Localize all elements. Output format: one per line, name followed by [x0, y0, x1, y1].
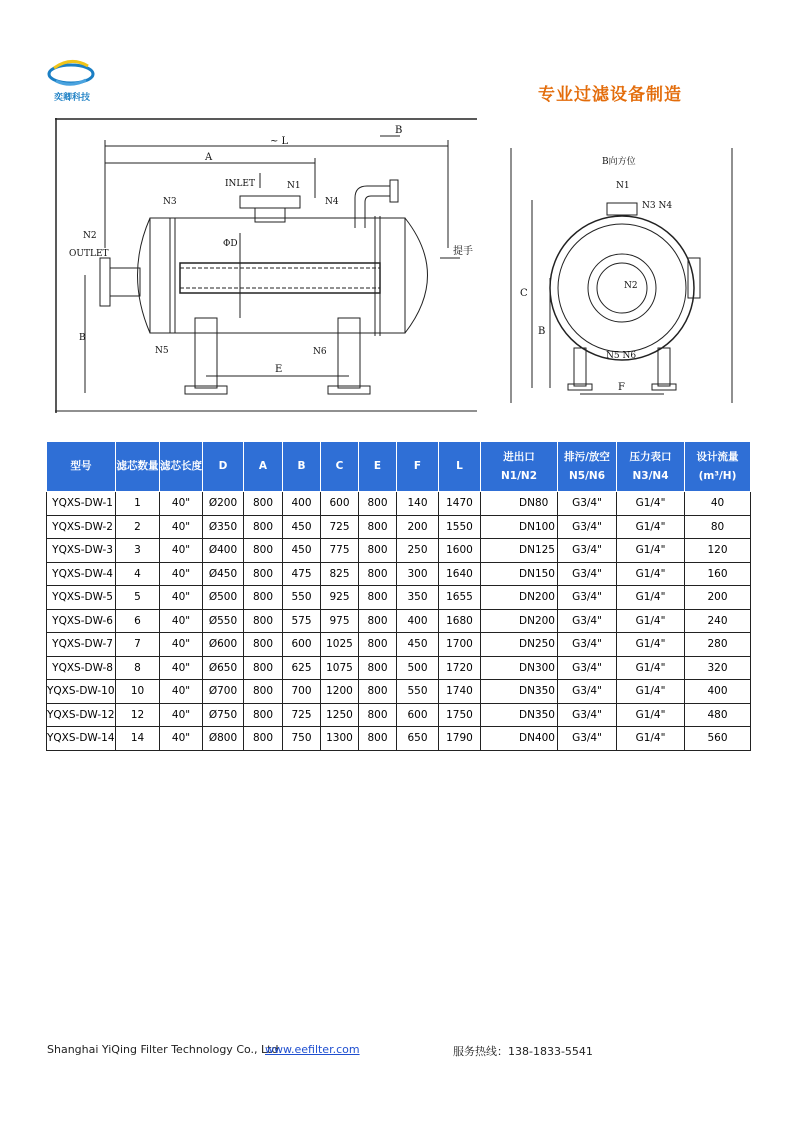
table-cell: G1/4" [617, 703, 685, 727]
header-gauge-port: 压力表口 N3/N4 [617, 442, 685, 492]
table-cell: 10 [116, 680, 160, 704]
header-L: L [439, 442, 481, 492]
table-cell: G1/4" [617, 680, 685, 704]
table-cell: YQXS-DW-10 [47, 680, 116, 704]
table-cell: 40" [160, 492, 203, 516]
table-cell: 775 [321, 539, 359, 563]
table-row [47, 492, 751, 516]
table-cell: 3 [116, 539, 160, 563]
label-inlet: INLET [225, 179, 255, 189]
table-cell: 2 [116, 515, 160, 539]
table-cell: G3/4" [558, 727, 617, 751]
table-cell: 550 [283, 586, 321, 610]
table-cell: 800 [244, 515, 283, 539]
header-cartridge-count: 滤芯数量 [116, 442, 160, 492]
table-cell: 7 [116, 633, 160, 657]
table-cell: Ø800 [203, 727, 244, 751]
table-row [47, 727, 751, 751]
table-cell: 450 [397, 633, 439, 657]
header-D: D [203, 442, 244, 492]
table-cell: 800 [244, 703, 283, 727]
table-cell: DN250 [481, 633, 558, 657]
logo-text: 奕卿科技 [53, 93, 90, 103]
label-outlet: OUTLET [69, 249, 109, 259]
table-cell: G3/4" [558, 656, 617, 680]
table-cell: DN200 [481, 586, 558, 610]
table-cell: 925 [321, 586, 359, 610]
table-row [47, 586, 751, 610]
header-inlet-outlet: 进出口 N1/N2 [481, 442, 558, 492]
table-cell: YQXS-DW-8 [47, 656, 116, 680]
label-C: C [520, 288, 528, 299]
table-cell: 1250 [321, 703, 359, 727]
table-cell: 800 [359, 515, 397, 539]
table-cell: 800 [244, 656, 283, 680]
header-model: 型号 [47, 442, 116, 492]
table-cell: G3/4" [558, 492, 617, 516]
table-cell: 40" [160, 656, 203, 680]
label-N1: N1 [616, 181, 630, 191]
table-cell: DN200 [481, 609, 558, 633]
table-cell: Ø750 [203, 703, 244, 727]
table-cell: 800 [244, 492, 283, 516]
table-cell: 12 [116, 703, 160, 727]
table-cell: G1/4" [617, 727, 685, 751]
table-row [47, 609, 751, 633]
front-view-drawing [55, 118, 477, 413]
table-row [47, 703, 751, 727]
footer-company: Shanghai YiQing Filter Technology Co., Ltd. [47, 1043, 282, 1056]
table-row [47, 680, 751, 704]
table-cell: 800 [244, 562, 283, 586]
table-cell: 800 [244, 680, 283, 704]
label-N1: N1 [287, 181, 301, 191]
table-cell: 800 [359, 633, 397, 657]
table-cell: 80 [685, 515, 751, 539]
table-cell: 40 [685, 492, 751, 516]
table-row [47, 656, 751, 680]
table-cell: 700 [283, 680, 321, 704]
table-cell: 1640 [439, 562, 481, 586]
table-cell: 4 [116, 562, 160, 586]
table-cell: YQXS-DW-2 [47, 515, 116, 539]
table-cell: 800 [244, 586, 283, 610]
label-A: A [205, 152, 213, 163]
header-drain-vent: 排污/放空 N5/N6 [558, 442, 617, 492]
table-cell: G3/4" [558, 586, 617, 610]
table-cell: 800 [359, 609, 397, 633]
table-cell: G3/4" [558, 703, 617, 727]
header-cartridge-length: 滤芯长度 [160, 442, 203, 492]
table-cell: 800 [359, 727, 397, 751]
table-cell: Ø350 [203, 515, 244, 539]
page-tagline: 专业过滤设备制造 [538, 85, 682, 105]
header-E: E [359, 442, 397, 492]
table-cell: G1/4" [617, 656, 685, 680]
table-cell: YQXS-DW-14 [47, 727, 116, 751]
table-cell: 500 [397, 656, 439, 680]
table-cell: 6 [116, 609, 160, 633]
table-cell: YQXS-DW-4 [47, 562, 116, 586]
table-cell: Ø500 [203, 586, 244, 610]
table-cell: 40" [160, 515, 203, 539]
table-cell: YQXS-DW-3 [47, 539, 116, 563]
footer-website-link[interactable]: www.eefilter.com [265, 1043, 360, 1056]
table-cell: 120 [685, 539, 751, 563]
table-cell: 14 [116, 727, 160, 751]
table-cell: 550 [397, 680, 439, 704]
table-cell: 400 [397, 609, 439, 633]
table-cell: 400 [685, 680, 751, 704]
table-cell: 400 [283, 492, 321, 516]
table-cell: 1200 [321, 680, 359, 704]
table-cell: 280 [685, 633, 751, 657]
table-cell: 800 [244, 539, 283, 563]
label-phiD: ΦD [223, 239, 238, 249]
table-cell: 240 [685, 609, 751, 633]
table-cell: 600 [321, 492, 359, 516]
table-cell: YQXS-DW-1 [47, 492, 116, 516]
table-row [47, 562, 751, 586]
table-cell: 975 [321, 609, 359, 633]
table-row [47, 633, 751, 657]
table-cell: 300 [397, 562, 439, 586]
table-cell: Ø200 [203, 492, 244, 516]
table-cell: 800 [359, 656, 397, 680]
label-E: E [275, 364, 283, 375]
label-N6: N6 [313, 347, 327, 357]
table-cell: G3/4" [558, 633, 617, 657]
table-cell: 800 [359, 703, 397, 727]
table-cell: 40" [160, 727, 203, 751]
table-cell: Ø700 [203, 680, 244, 704]
table-cell: G1/4" [617, 515, 685, 539]
table-cell: 250 [397, 539, 439, 563]
table-cell: G3/4" [558, 609, 617, 633]
table-cell: 800 [244, 633, 283, 657]
table-cell: G3/4" [558, 562, 617, 586]
table-cell: DN100 [481, 515, 558, 539]
table-cell: G1/4" [617, 586, 685, 610]
table-cell: 40" [160, 562, 203, 586]
table-cell: 200 [685, 586, 751, 610]
table-cell: 1600 [439, 539, 481, 563]
label-B-dim: B [79, 333, 86, 343]
table-cell: 8 [116, 656, 160, 680]
table-cell: 40" [160, 633, 203, 657]
table-cell: 1550 [439, 515, 481, 539]
table-cell: 1720 [439, 656, 481, 680]
table-cell: 200 [397, 515, 439, 539]
header-design-flow: 设计流量 (m³/H) [685, 442, 751, 492]
table-cell: 40" [160, 586, 203, 610]
table-cell: 600 [283, 633, 321, 657]
label-N4: N4 [325, 197, 339, 207]
label-N5: N5 [155, 346, 169, 356]
table-cell: 350 [397, 586, 439, 610]
table-cell: 750 [283, 727, 321, 751]
table-cell: 800 [359, 680, 397, 704]
table-cell: 1075 [321, 656, 359, 680]
table-cell: YQXS-DW-5 [47, 586, 116, 610]
table-cell: 600 [397, 703, 439, 727]
table-cell: DN150 [481, 562, 558, 586]
label-N5N6: N5 N6 [606, 351, 637, 361]
table-cell: 650 [397, 727, 439, 751]
end-view-drawing [510, 148, 735, 403]
table-cell: YQXS-DW-7 [47, 633, 116, 657]
header-B: B [283, 442, 321, 492]
table-cell: 800 [244, 609, 283, 633]
label-B: B [538, 326, 546, 337]
table-cell: 1750 [439, 703, 481, 727]
table-cell: DN80 [481, 492, 558, 516]
table-cell: 450 [283, 515, 321, 539]
table-cell: 800 [359, 492, 397, 516]
label-N2: N2 [624, 281, 638, 291]
table-cell: 1790 [439, 727, 481, 751]
table-cell: 1700 [439, 633, 481, 657]
table-body [47, 492, 751, 751]
table-cell: 800 [359, 539, 397, 563]
table-cell: Ø550 [203, 609, 244, 633]
table-row [47, 515, 751, 539]
table-cell: 560 [685, 727, 751, 751]
table-cell: G3/4" [558, 539, 617, 563]
table-cell: YQXS-DW-6 [47, 609, 116, 633]
table-cell: 450 [283, 539, 321, 563]
table-cell: 800 [244, 727, 283, 751]
label-F: F [618, 382, 625, 393]
table-cell: DN350 [481, 680, 558, 704]
table-cell: 1740 [439, 680, 481, 704]
table-cell: G1/4" [617, 492, 685, 516]
table-cell: YQXS-DW-12 [47, 703, 116, 727]
table-cell: G3/4" [558, 680, 617, 704]
table-cell: 480 [685, 703, 751, 727]
label-N2: N2 [83, 231, 97, 241]
table-cell: 475 [283, 562, 321, 586]
table-cell: 1 [116, 492, 160, 516]
table-cell: 5 [116, 586, 160, 610]
table-cell: Ø400 [203, 539, 244, 563]
table-cell: DN300 [481, 656, 558, 680]
table-cell: 800 [359, 562, 397, 586]
table-cell: Ø600 [203, 633, 244, 657]
label-B-view-title: B向方位 [602, 157, 636, 167]
table-cell: 725 [321, 515, 359, 539]
table-cell: DN400 [481, 727, 558, 751]
table-cell: 160 [685, 562, 751, 586]
table-cell: G1/4" [617, 562, 685, 586]
table-cell: 825 [321, 562, 359, 586]
table-cell: 40" [160, 680, 203, 704]
table-cell: G3/4" [558, 515, 617, 539]
table-cell: 1470 [439, 492, 481, 516]
table-cell: 800 [359, 586, 397, 610]
table-cell: G1/4" [617, 609, 685, 633]
table-cell: 625 [283, 656, 321, 680]
spec-table [46, 441, 751, 751]
table-row [47, 539, 751, 563]
label-B-arrow: B [395, 125, 403, 136]
table-cell: 40" [160, 609, 203, 633]
table-cell: 40" [160, 539, 203, 563]
header-F: F [397, 442, 439, 492]
table-cell: 575 [283, 609, 321, 633]
label-N3: N3 [163, 197, 177, 207]
label-L: ~ L [270, 136, 289, 147]
table-cell: 1655 [439, 586, 481, 610]
header-C: C [321, 442, 359, 492]
table-cell: 1025 [321, 633, 359, 657]
table-cell: Ø650 [203, 656, 244, 680]
table-cell: DN350 [481, 703, 558, 727]
table-cell: DN125 [481, 539, 558, 563]
label-handle: 提手 [453, 246, 473, 257]
table-cell: 1680 [439, 609, 481, 633]
table-cell: 140 [397, 492, 439, 516]
table-cell: G1/4" [617, 633, 685, 657]
table-cell: 320 [685, 656, 751, 680]
table-cell: 725 [283, 703, 321, 727]
table-cell: 40" [160, 703, 203, 727]
table-cell: Ø450 [203, 562, 244, 586]
table-cell: G1/4" [617, 539, 685, 563]
header-A: A [244, 442, 283, 492]
label-N3N4: N3 N4 [642, 201, 673, 211]
table-header-row [47, 442, 751, 492]
footer-hotline: 服务热线：138-1833-5541 [453, 1045, 593, 1058]
table-cell: 1300 [321, 727, 359, 751]
